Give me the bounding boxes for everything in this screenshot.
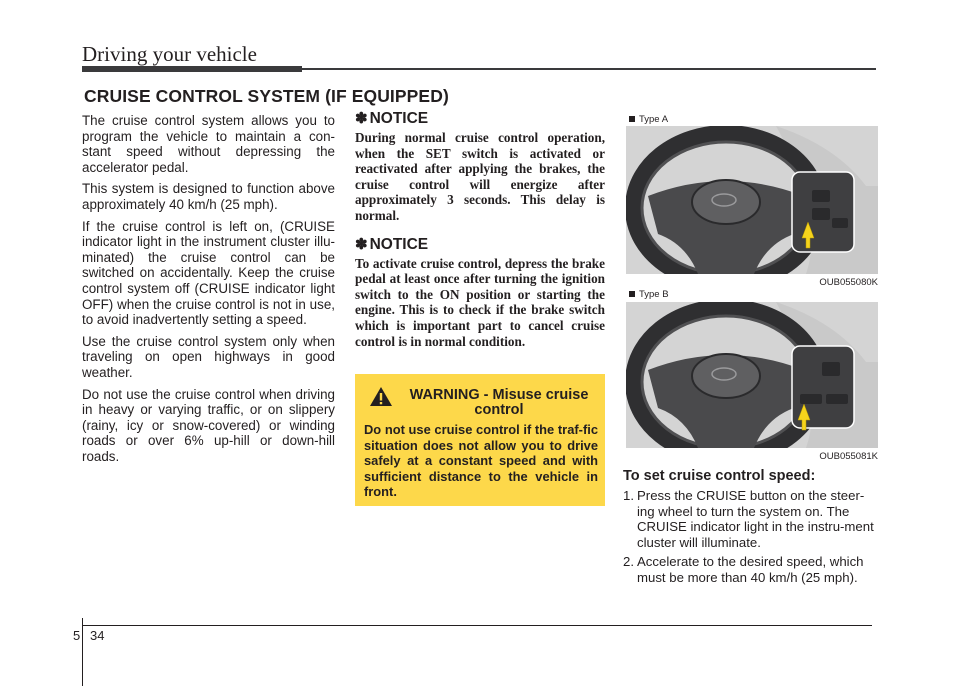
figure-code: OUB055080K: [819, 277, 878, 288]
star-icon: ✽: [355, 235, 368, 253]
main-heading: CRUISE CONTROL SYSTEM (IF EQUIPPED): [84, 86, 449, 106]
figure-code: OUB055081K: [819, 451, 878, 462]
figure-type-label: [629, 289, 669, 300]
warning-title: WARNING - Misuse cruise control: [409, 387, 589, 418]
footer-divider: [82, 618, 83, 686]
paragraph: Do not use the cruise control when driving in heavy or varying traffic, or on slippery (rainy, icy or snow-covered) or winding roads or over 6% up-hill or down-hill roads.: [82, 386, 335, 464]
step-text: Press the CRUISE button on the steer-ing wheel to turn the system on. The CRUISE indicator light in the instru-ment cluster will illuminate.: [637, 488, 874, 550]
notice-body: To activate cruise control, depress the brake pedal at least once after turning the ignition switch to the ON position or starting the engine. This is to check if the brake switch which is important part to cancel cruise control is in normal condition.: [355, 255, 605, 349]
left-column: [82, 113, 335, 470]
notice-title: [355, 236, 605, 254]
footer-rule: [82, 625, 872, 626]
notice-label: NOTICE: [369, 235, 429, 253]
set-speed-heading: To set cruise control speed:: [623, 468, 816, 484]
step-number: 2.: [623, 554, 634, 570]
section-number: 5: [73, 628, 81, 643]
warning-text: Do not use cruise control if the traf-fic situation does not allow you to drive safely at a constant speed and with sufficient distance to the vehicle in front.: [364, 422, 598, 500]
list-item: [623, 488, 878, 550]
warning-triangle-icon: [369, 386, 393, 407]
steering-wheel-icon: [626, 302, 878, 448]
steps-list: [623, 488, 878, 590]
list-item: [623, 554, 878, 585]
notice-body: During normal cruise control operation, when the SET switch is activated or reactivated after applying the brakes, the cruise control will energize after approximately 3 seconds. This delay is normal.: [355, 130, 605, 223]
square-bullet-icon: [629, 116, 635, 122]
square-bullet-icon: [629, 291, 635, 297]
notice-title: [355, 110, 605, 128]
notice-label: NOTICE: [369, 110, 429, 127]
type-label-text: Type B: [639, 289, 669, 300]
step-number: 1.: [623, 488, 634, 503]
steering-wheel-image-type-a: [626, 126, 878, 274]
step-text: Accelerate to the desired speed, which must be more than 40 km/h (25 mph).: [637, 554, 864, 585]
steering-wheel-image-type-b: [626, 302, 878, 448]
steering-wheel-icon: [626, 126, 878, 274]
figure-type-label: [629, 114, 668, 125]
warning-header: [355, 374, 605, 418]
header-bar: [82, 66, 302, 72]
page-number: 34: [90, 628, 105, 643]
paragraph: Use the cruise control system only when traveling on open highways in good weather.: [82, 333, 335, 380]
middle-column: [355, 110, 605, 361]
header-rule: [302, 68, 876, 70]
paragraph: If the cruise control is left on, (CRUISE indicator light in the instrument cluster illu-minated) the cruise control can be switched on accidentally. Keep the cruise control system off (CRUISE indicator light OFF) when the cruise control is not in use, to avoid inadvertently setting a speed.: [82, 218, 335, 328]
type-label-text: Type A: [639, 114, 669, 125]
section-title: Driving your vehicle: [82, 42, 257, 66]
paragraph: The cruise control system allows you to program the vehicle to maintain a con-stant speed without depressing the accelerator pedal.: [82, 113, 335, 175]
paragraph: This system is designed to function above approximately 40 km/h (25 mph).: [82, 181, 335, 212]
warning-box: [355, 374, 605, 506]
star-icon: ✽: [355, 110, 368, 127]
